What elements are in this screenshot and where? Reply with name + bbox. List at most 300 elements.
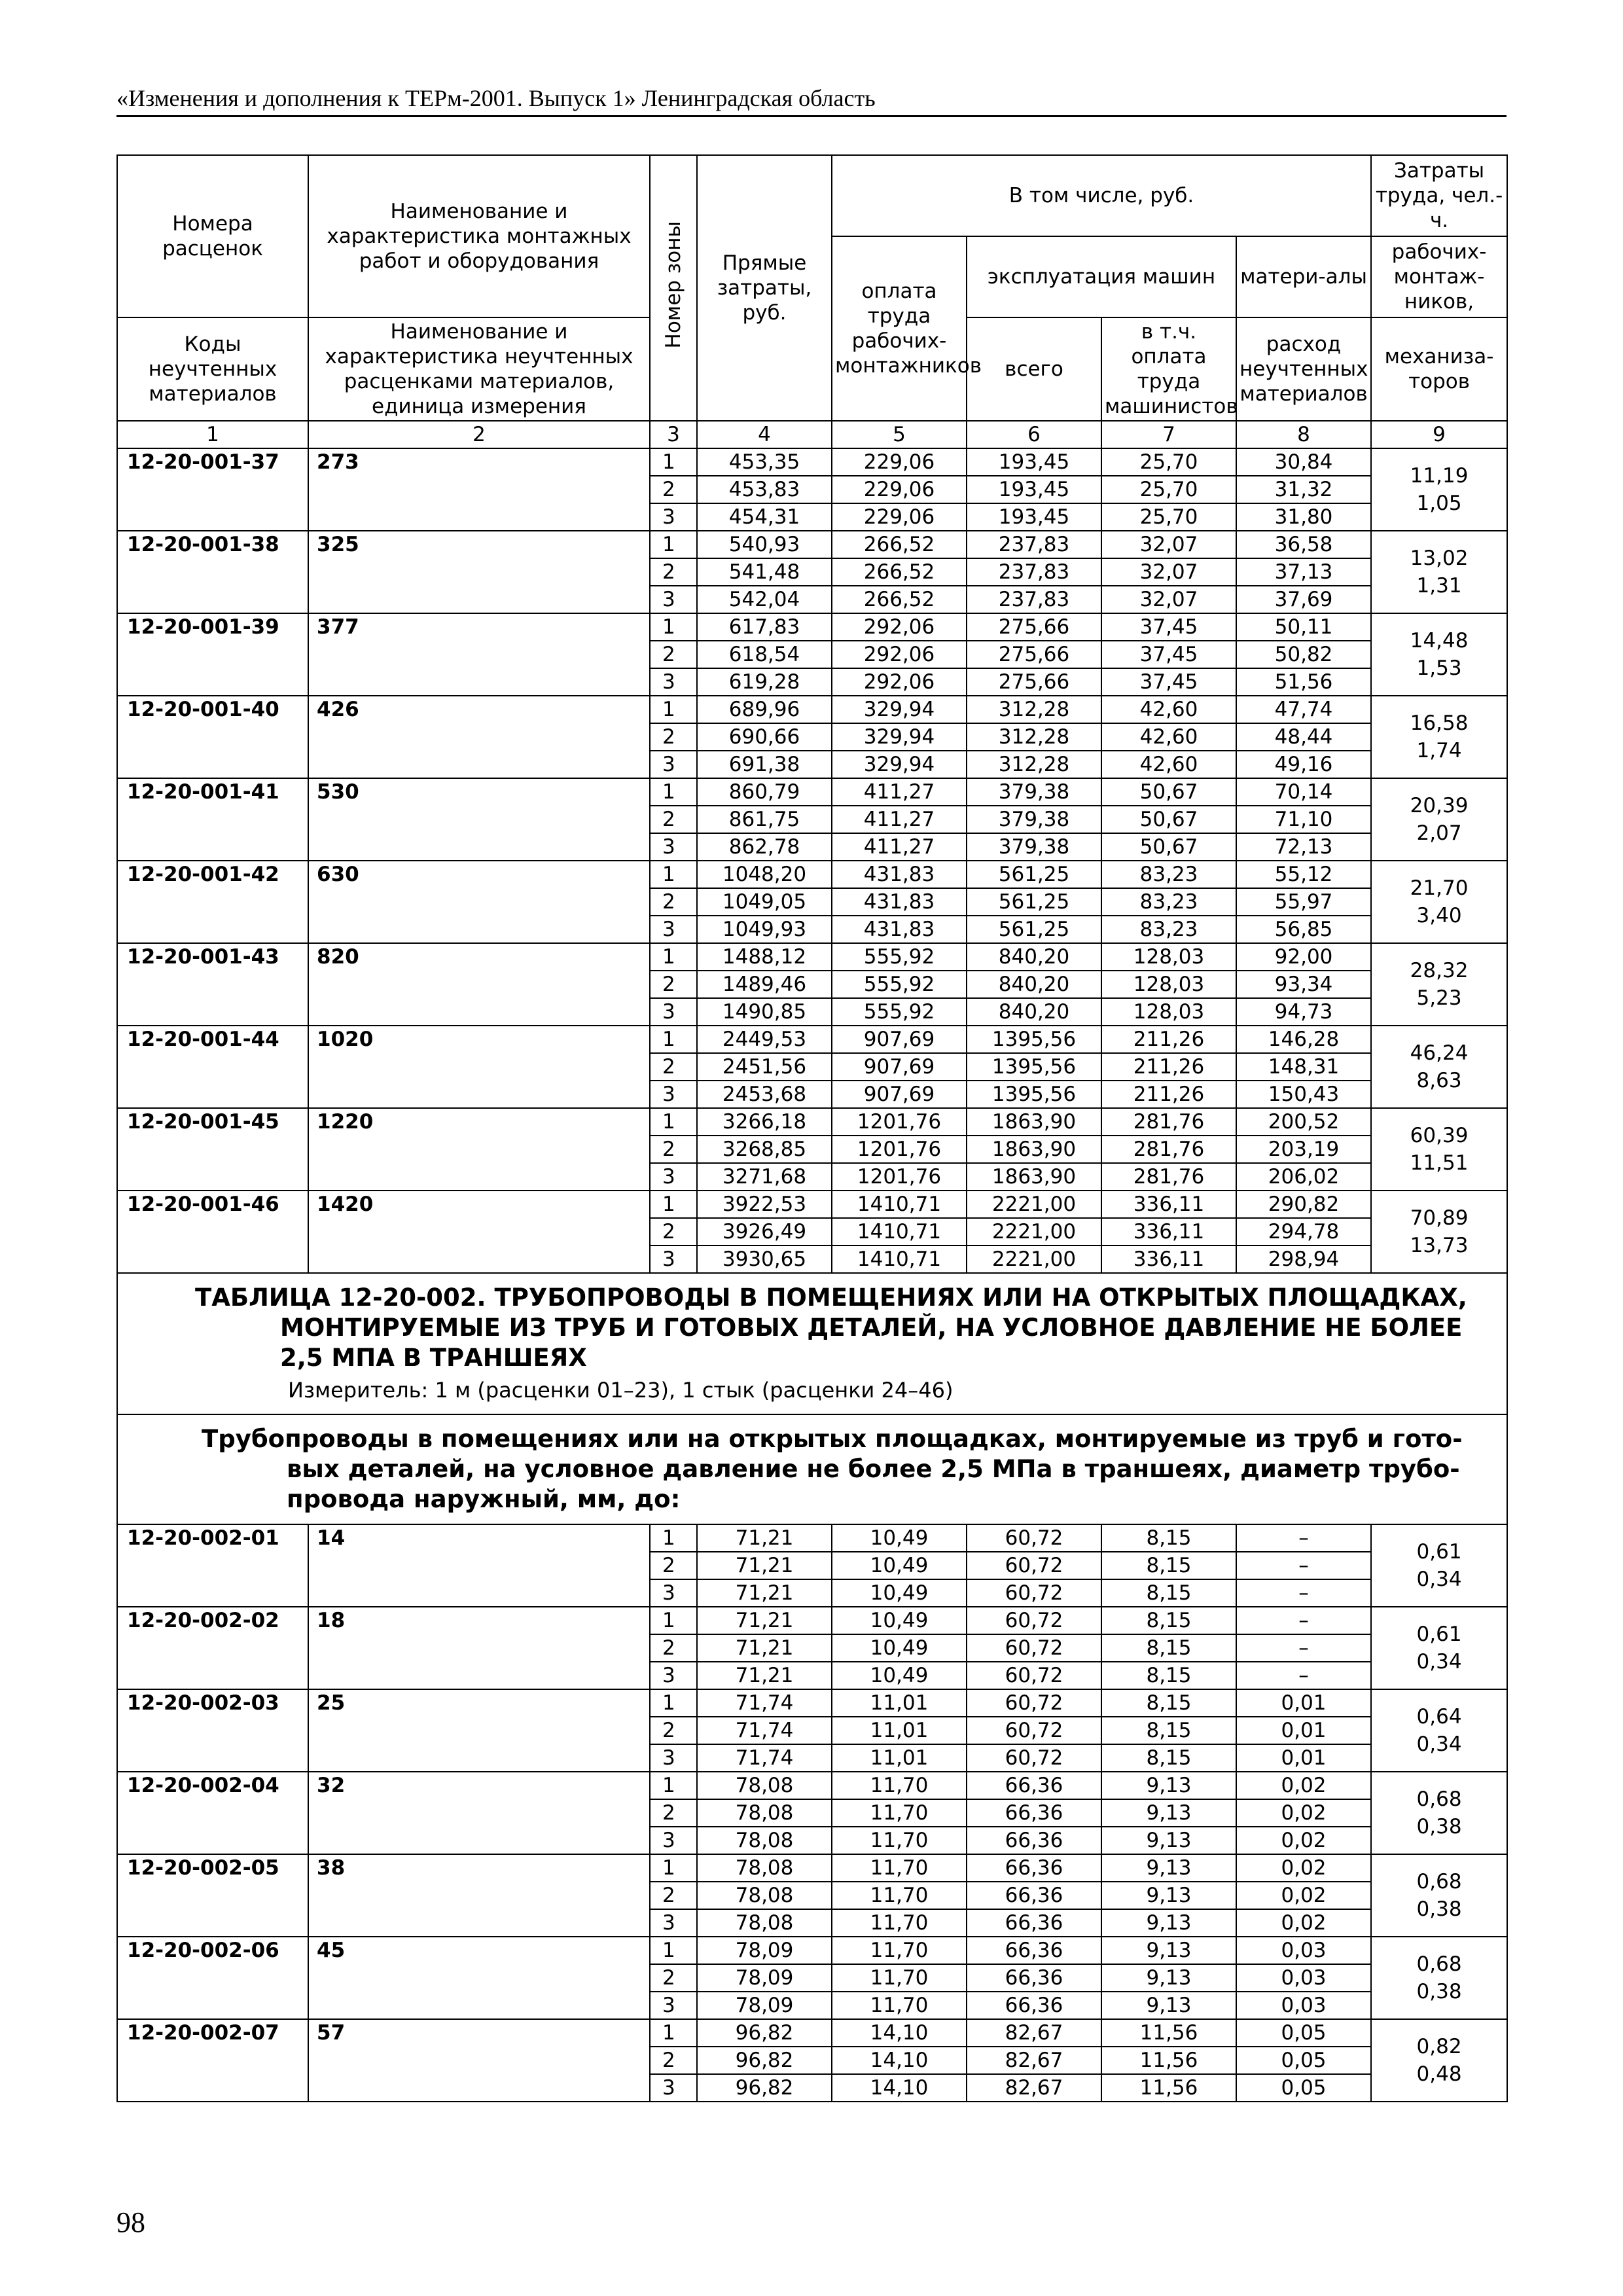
value-cell: 50,82	[1236, 641, 1371, 668]
value-cell: 71,21	[697, 1634, 832, 1662]
table-row	[117, 943, 1507, 971]
value-cell: –	[1236, 1524, 1371, 1552]
col-zone	[650, 155, 697, 421]
value-cell: 83,23	[1101, 888, 1236, 916]
value-cell: –	[1236, 1634, 1371, 1662]
value-cell: 379,38	[967, 778, 1101, 806]
value-cell: 11,01	[832, 1689, 967, 1717]
value-cell: 561,25	[967, 916, 1101, 943]
table-row	[117, 531, 1507, 558]
page-header: «Изменения и дополнения к ТЕРм-2001. Выпуск 1» Ленинградская область	[116, 84, 1507, 117]
value-cell: 0,03	[1236, 1964, 1371, 1992]
value-cell: 691,38	[697, 751, 832, 778]
value-cell: 71,74	[697, 1717, 832, 1744]
labor-operators: 3,40	[1416, 904, 1462, 927]
labor-workers: 20,39	[1410, 794, 1469, 817]
value-cell: 907,69	[832, 1053, 967, 1081]
value-cell: 49,16	[1236, 751, 1371, 778]
value-cell: 14,10	[832, 2074, 967, 2102]
labor-cell	[1371, 1607, 1507, 1689]
value-cell: 237,83	[967, 558, 1101, 586]
labor-cell	[1371, 778, 1507, 861]
value-cell: 0,01	[1236, 1744, 1371, 1772]
value-cell: 2221,00	[967, 1246, 1101, 1273]
value-cell: 555,92	[832, 943, 967, 971]
labor-operators: 1,05	[1416, 492, 1462, 515]
value-cell: 618,54	[697, 641, 832, 668]
value-cell: 9,13	[1101, 1909, 1236, 1937]
value-cell: 200,52	[1236, 1108, 1371, 1136]
value-cell: 0,01	[1236, 1689, 1371, 1717]
value-cell: 8,15	[1101, 1744, 1236, 1772]
labor-workers: 11,19	[1410, 464, 1469, 488]
table-row	[117, 1191, 1507, 1218]
value-cell: –	[1236, 1662, 1371, 1689]
rate-code: 12-20-002-04	[117, 1772, 308, 1854]
value-cell: 37,45	[1101, 641, 1236, 668]
value-cell: 266,52	[832, 531, 967, 558]
value-cell: 36,58	[1236, 531, 1371, 558]
value-cell: 294,78	[1236, 1218, 1371, 1246]
value-cell: 1410,71	[832, 1191, 967, 1218]
labor-operators: 0,38	[1416, 1980, 1462, 2003]
value-cell: 453,83	[697, 476, 832, 503]
value-cell: 10,49	[832, 1662, 967, 1689]
diameter: 820	[308, 943, 650, 1026]
value-cell: 3922,53	[697, 1191, 832, 1218]
labor-workers: 21,70	[1410, 876, 1469, 900]
zone-cell: 1	[650, 1689, 697, 1717]
value-cell: 203,19	[1236, 1136, 1371, 1163]
table-row	[117, 1026, 1507, 1053]
zone-cell: 2	[650, 1882, 697, 1909]
col-codes: Коды неучтенных материалов	[117, 317, 308, 421]
zone-cell: 2	[650, 1053, 697, 1081]
zone-cell: 3	[650, 668, 697, 696]
zone-cell: 3	[650, 1827, 697, 1854]
value-cell: 50,67	[1101, 778, 1236, 806]
value-cell: 66,36	[967, 1799, 1101, 1827]
value-cell: 3271,68	[697, 1163, 832, 1191]
value-cell: 0,05	[1236, 2019, 1371, 2047]
rate-code: 12-20-002-05	[117, 1854, 308, 1937]
col-zone-label: Номер зоны	[662, 221, 685, 349]
zone-cell: 2	[650, 2047, 697, 2074]
value-cell: 453,35	[697, 448, 832, 476]
col-num: 2	[308, 421, 650, 448]
value-cell: 1410,71	[832, 1218, 967, 1246]
labor-operators: 11,51	[1410, 1151, 1469, 1175]
col-work-name: Наименование и характеристика монтажных работ и оборудования	[308, 155, 650, 317]
value-cell: 211,26	[1101, 1081, 1236, 1108]
labor-workers: 0,68	[1416, 1787, 1462, 1811]
labor-workers: 0,61	[1416, 1540, 1462, 1564]
value-cell: 71,74	[697, 1744, 832, 1772]
rates-table	[116, 154, 1508, 2102]
value-cell: 66,36	[967, 1992, 1101, 2019]
value-cell: 48,44	[1236, 723, 1371, 751]
zone-cell: 3	[650, 998, 697, 1026]
zone-cell: 1	[650, 1191, 697, 1218]
value-cell: 312,28	[967, 723, 1101, 751]
table-row	[117, 448, 1507, 476]
value-cell: 1863,90	[967, 1163, 1101, 1191]
labor-operators: 2,07	[1416, 821, 1462, 845]
table-row	[117, 1108, 1507, 1136]
subtitle-line: вых деталей, на условное давление не более 2,5 МПа в траншеях, диаметр трубо-	[287, 1455, 1460, 1483]
value-cell: 1488,12	[697, 943, 832, 971]
value-cell: 8,15	[1101, 1662, 1236, 1689]
labor-operators: 0,38	[1416, 1815, 1462, 1839]
diameter: 1220	[308, 1108, 650, 1191]
table-row	[117, 778, 1507, 806]
diameter: 32	[308, 1772, 650, 1854]
value-cell: 72,13	[1236, 833, 1371, 861]
value-cell: 860,79	[697, 778, 832, 806]
zone-cell: 3	[650, 586, 697, 613]
value-cell: 206,02	[1236, 1163, 1371, 1191]
rate-code: 12-20-002-02	[117, 1607, 308, 1689]
value-cell: 11,70	[832, 1937, 967, 1964]
rate-code: 12-20-001-44	[117, 1026, 308, 1108]
value-cell: 2221,00	[967, 1191, 1101, 1218]
rate-code: 12-20-001-38	[117, 531, 308, 613]
value-cell: 1863,90	[967, 1136, 1101, 1163]
labor-operators: 0,34	[1416, 1732, 1462, 1756]
value-cell: 50,67	[1101, 833, 1236, 861]
value-cell: 292,06	[832, 668, 967, 696]
value-cell: 1048,20	[697, 861, 832, 888]
value-cell: 66,36	[967, 1854, 1101, 1882]
labor-cell	[1371, 1937, 1507, 2019]
zone-cell: 3	[650, 1662, 697, 1689]
value-cell: 266,52	[832, 558, 967, 586]
rate-code: 12-20-002-03	[117, 1689, 308, 1772]
zone-cell: 2	[650, 1964, 697, 1992]
value-cell: 66,36	[967, 1909, 1101, 1937]
col-direct-costs: Прямые затраты, руб.	[697, 155, 832, 421]
value-cell: 11,70	[832, 1799, 967, 1827]
value-cell: 411,27	[832, 806, 967, 833]
value-cell: 1201,76	[832, 1163, 967, 1191]
value-cell: 1395,56	[967, 1081, 1101, 1108]
zone-cell: 1	[650, 1108, 697, 1136]
diameter: 377	[308, 613, 650, 696]
rate-code: 12-20-001-42	[117, 861, 308, 943]
value-cell: 229,06	[832, 503, 967, 531]
value-cell: 907,69	[832, 1081, 967, 1108]
value-cell: 281,76	[1101, 1136, 1236, 1163]
value-cell: 540,93	[697, 531, 832, 558]
value-cell: 37,45	[1101, 613, 1236, 641]
col-num: 6	[967, 421, 1101, 448]
value-cell: 840,20	[967, 998, 1101, 1026]
value-cell: 82,67	[967, 2047, 1101, 2074]
zone-cell: 1	[650, 531, 697, 558]
value-cell: 9,13	[1101, 1772, 1236, 1799]
labor-cell	[1371, 943, 1507, 1026]
value-cell: 148,31	[1236, 1053, 1371, 1081]
labor-cell	[1371, 2019, 1507, 2102]
value-cell: 56,85	[1236, 916, 1371, 943]
value-cell: 78,08	[697, 1799, 832, 1827]
value-cell: 9,13	[1101, 1827, 1236, 1854]
col-workers: рабочих-монтаж-ников,	[1371, 236, 1507, 317]
zone-cell: 3	[650, 751, 697, 778]
value-cell: 329,94	[832, 751, 967, 778]
value-cell: 3266,18	[697, 1108, 832, 1136]
labor-workers: 0,82	[1416, 2035, 1462, 2058]
labor-operators: 0,34	[1416, 1568, 1462, 1591]
value-cell: 862,78	[697, 833, 832, 861]
diameter: 630	[308, 861, 650, 943]
value-cell: 2453,68	[697, 1081, 832, 1108]
col-machines-total: всего	[967, 317, 1101, 421]
labor-operators: 1,74	[1416, 739, 1462, 762]
zone-cell: 2	[650, 1218, 697, 1246]
value-cell: 78,09	[697, 1964, 832, 1992]
value-cell: 78,08	[697, 1882, 832, 1909]
table-row	[117, 1772, 1507, 1799]
value-cell: 312,28	[967, 696, 1101, 723]
value-cell: 431,83	[832, 888, 967, 916]
value-cell: 2449,53	[697, 1026, 832, 1053]
value-cell: 0,02	[1236, 1772, 1371, 1799]
value-cell: 0,05	[1236, 2074, 1371, 2102]
value-cell: 8,15	[1101, 1634, 1236, 1662]
value-cell: 454,31	[697, 503, 832, 531]
value-cell: 689,96	[697, 696, 832, 723]
value-cell: 51,56	[1236, 668, 1371, 696]
value-cell: 32,07	[1101, 531, 1236, 558]
diameter: 14	[308, 1524, 650, 1607]
column-numbers-row	[117, 421, 1507, 448]
value-cell: 3930,65	[697, 1246, 832, 1273]
value-cell: 50,67	[1101, 806, 1236, 833]
zone-cell: 1	[650, 1524, 697, 1552]
value-cell: 275,66	[967, 668, 1101, 696]
value-cell: 31,80	[1236, 503, 1371, 531]
value-cell: 266,52	[832, 586, 967, 613]
value-cell: 1489,46	[697, 971, 832, 998]
value-cell: 25,70	[1101, 448, 1236, 476]
zone-cell: 2	[650, 476, 697, 503]
value-cell: 25,70	[1101, 503, 1236, 531]
table-row	[117, 1689, 1507, 1717]
value-cell: 78,09	[697, 1992, 832, 2019]
zone-cell: 1	[650, 861, 697, 888]
zone-cell: 3	[650, 503, 697, 531]
value-cell: –	[1236, 1607, 1371, 1634]
value-cell: 0,02	[1236, 1882, 1371, 1909]
zone-cell: 2	[650, 723, 697, 751]
value-cell: 11,70	[832, 1827, 967, 1854]
value-cell: 336,11	[1101, 1218, 1236, 1246]
value-cell: 8,15	[1101, 1717, 1236, 1744]
value-cell: 42,60	[1101, 696, 1236, 723]
rate-code: 12-20-001-39	[117, 613, 308, 696]
value-cell: 11,56	[1101, 2074, 1236, 2102]
diameter: 1420	[308, 1191, 650, 1273]
value-cell: 329,94	[832, 723, 967, 751]
col-num: 5	[832, 421, 967, 448]
value-cell: 60,72	[967, 1662, 1101, 1689]
value-cell: 237,83	[967, 586, 1101, 613]
value-cell: 60,72	[967, 1744, 1101, 1772]
value-cell: 10,49	[832, 1607, 967, 1634]
value-cell: 60,72	[967, 1552, 1101, 1579]
rate-code: 12-20-002-01	[117, 1524, 308, 1607]
col-material-name: Наименование и характеристика неучтенных расценками материалов, единица измерения	[308, 317, 650, 421]
value-cell: 11,70	[832, 1992, 967, 2019]
labor-cell	[1371, 1689, 1507, 1772]
value-cell: 128,03	[1101, 943, 1236, 971]
value-cell: 37,13	[1236, 558, 1371, 586]
value-cell: 71,21	[697, 1607, 832, 1634]
value-cell: 0,02	[1236, 1854, 1371, 1882]
labor-operators: 0,48	[1416, 2062, 1462, 2086]
value-cell: 281,76	[1101, 1163, 1236, 1191]
value-cell: 0,03	[1236, 1992, 1371, 2019]
zone-cell: 3	[650, 1579, 697, 1607]
value-cell: 66,36	[967, 1964, 1101, 1992]
value-cell: 237,83	[967, 531, 1101, 558]
zone-cell: 3	[650, 833, 697, 861]
value-cell: 0,02	[1236, 1827, 1371, 1854]
labor-cell	[1371, 1191, 1507, 1273]
diameter: 426	[308, 696, 650, 778]
value-cell: 11,70	[832, 1909, 967, 1937]
value-cell: 78,08	[697, 1827, 832, 1854]
zone-cell: 3	[650, 2074, 697, 2102]
value-cell: 92,00	[1236, 943, 1371, 971]
col-labor-costs: Затраты труда, чел.-ч.	[1371, 155, 1507, 236]
zone-cell: 1	[650, 1937, 697, 1964]
labor-cell	[1371, 1524, 1507, 1607]
value-cell: 281,76	[1101, 1108, 1236, 1136]
labor-workers: 46,24	[1410, 1041, 1469, 1065]
rate-code: 12-20-001-41	[117, 778, 308, 861]
table-row	[117, 1854, 1507, 1882]
value-cell: 1201,76	[832, 1136, 967, 1163]
col-num: 1	[117, 421, 308, 448]
labor-workers: 0,61	[1416, 1623, 1462, 1646]
value-cell: 71,10	[1236, 806, 1371, 833]
value-cell: 83,23	[1101, 861, 1236, 888]
value-cell: 30,84	[1236, 448, 1371, 476]
value-cell: 2221,00	[967, 1218, 1101, 1246]
value-cell: 555,92	[832, 971, 967, 998]
value-cell: 9,13	[1101, 1854, 1236, 1882]
value-cell: 9,13	[1101, 1799, 1236, 1827]
value-cell: 0,02	[1236, 1799, 1371, 1827]
value-cell: 9,13	[1101, 1937, 1236, 1964]
zone-cell: 3	[650, 916, 697, 943]
value-cell: 1395,56	[967, 1053, 1101, 1081]
zone-cell: 1	[650, 448, 697, 476]
table-title-line: 2,5 МПА В ТРАНШЕЯХ	[280, 1344, 587, 1372]
value-cell: 11,56	[1101, 2047, 1236, 2074]
diameter: 25	[308, 1689, 650, 1772]
value-cell: 60,72	[967, 1689, 1101, 1717]
value-cell: 55,97	[1236, 888, 1371, 916]
value-cell: 2451,56	[697, 1053, 832, 1081]
col-materials: матери-алы	[1236, 236, 1371, 317]
zone-cell: 3	[650, 1992, 697, 2019]
col-rate-numbers: Номера расценок	[117, 155, 308, 317]
value-cell: 11,70	[832, 1882, 967, 1909]
value-cell: 96,82	[697, 2019, 832, 2047]
value-cell: 379,38	[967, 833, 1101, 861]
value-cell: 60,72	[967, 1717, 1101, 1744]
col-machines: эксплуатация машин	[967, 236, 1236, 317]
value-cell: 1490,85	[697, 998, 832, 1026]
labor-cell	[1371, 1854, 1507, 1937]
value-cell: 275,66	[967, 613, 1101, 641]
value-cell: 229,06	[832, 476, 967, 503]
table-row	[117, 1607, 1507, 1634]
value-cell: 96,82	[697, 2047, 832, 2074]
zone-cell: 2	[650, 971, 697, 998]
value-cell: –	[1236, 1552, 1371, 1579]
value-cell: 290,82	[1236, 1191, 1371, 1218]
col-num: 7	[1101, 421, 1236, 448]
zone-cell: 1	[650, 2019, 697, 2047]
value-cell: 60,72	[967, 1524, 1101, 1552]
value-cell: 78,09	[697, 1937, 832, 1964]
labor-workers: 70,89	[1410, 1206, 1469, 1230]
value-cell: 193,45	[967, 503, 1101, 531]
value-cell: 9,13	[1101, 1992, 1236, 2019]
labor-cell	[1371, 1026, 1507, 1108]
col-operators-pay: в т.ч. оплата труда машинистов	[1101, 317, 1236, 421]
value-cell: 14,10	[832, 2047, 967, 2074]
value-cell: 70,14	[1236, 778, 1371, 806]
rate-code: 12-20-002-06	[117, 1937, 308, 2019]
group2-rows	[117, 1524, 1507, 2102]
labor-operators: 0,34	[1416, 1650, 1462, 1674]
zone-cell: 1	[650, 1607, 697, 1634]
rate-code: 12-20-001-45	[117, 1108, 308, 1191]
zone-cell: 3	[650, 1163, 697, 1191]
rate-code: 12-20-002-07	[117, 2019, 308, 2102]
value-cell: 96,82	[697, 2074, 832, 2102]
diameter: 57	[308, 2019, 650, 2102]
value-cell: 561,25	[967, 888, 1101, 916]
table-row	[117, 696, 1507, 723]
value-cell: 542,04	[697, 586, 832, 613]
value-cell: 292,06	[832, 641, 967, 668]
section-subtitle	[117, 1414, 1507, 1524]
value-cell: 146,28	[1236, 1026, 1371, 1053]
value-cell: 0,05	[1236, 2047, 1371, 2074]
value-cell: 379,38	[967, 806, 1101, 833]
diameter: 45	[308, 1937, 650, 2019]
labor-cell	[1371, 696, 1507, 778]
labor-operators: 5,23	[1416, 986, 1462, 1010]
diameter: 325	[308, 531, 650, 613]
value-cell: 42,60	[1101, 723, 1236, 751]
value-cell: 3926,49	[697, 1218, 832, 1246]
value-cell: 1410,71	[832, 1246, 967, 1273]
value-cell: 229,06	[832, 448, 967, 476]
labor-workers: 60,39	[1410, 1124, 1469, 1147]
value-cell: 11,56	[1101, 2019, 1236, 2047]
zone-cell: 1	[650, 943, 697, 971]
value-cell: 619,28	[697, 668, 832, 696]
table-row	[117, 2019, 1507, 2047]
labor-workers: 13,02	[1410, 547, 1469, 570]
